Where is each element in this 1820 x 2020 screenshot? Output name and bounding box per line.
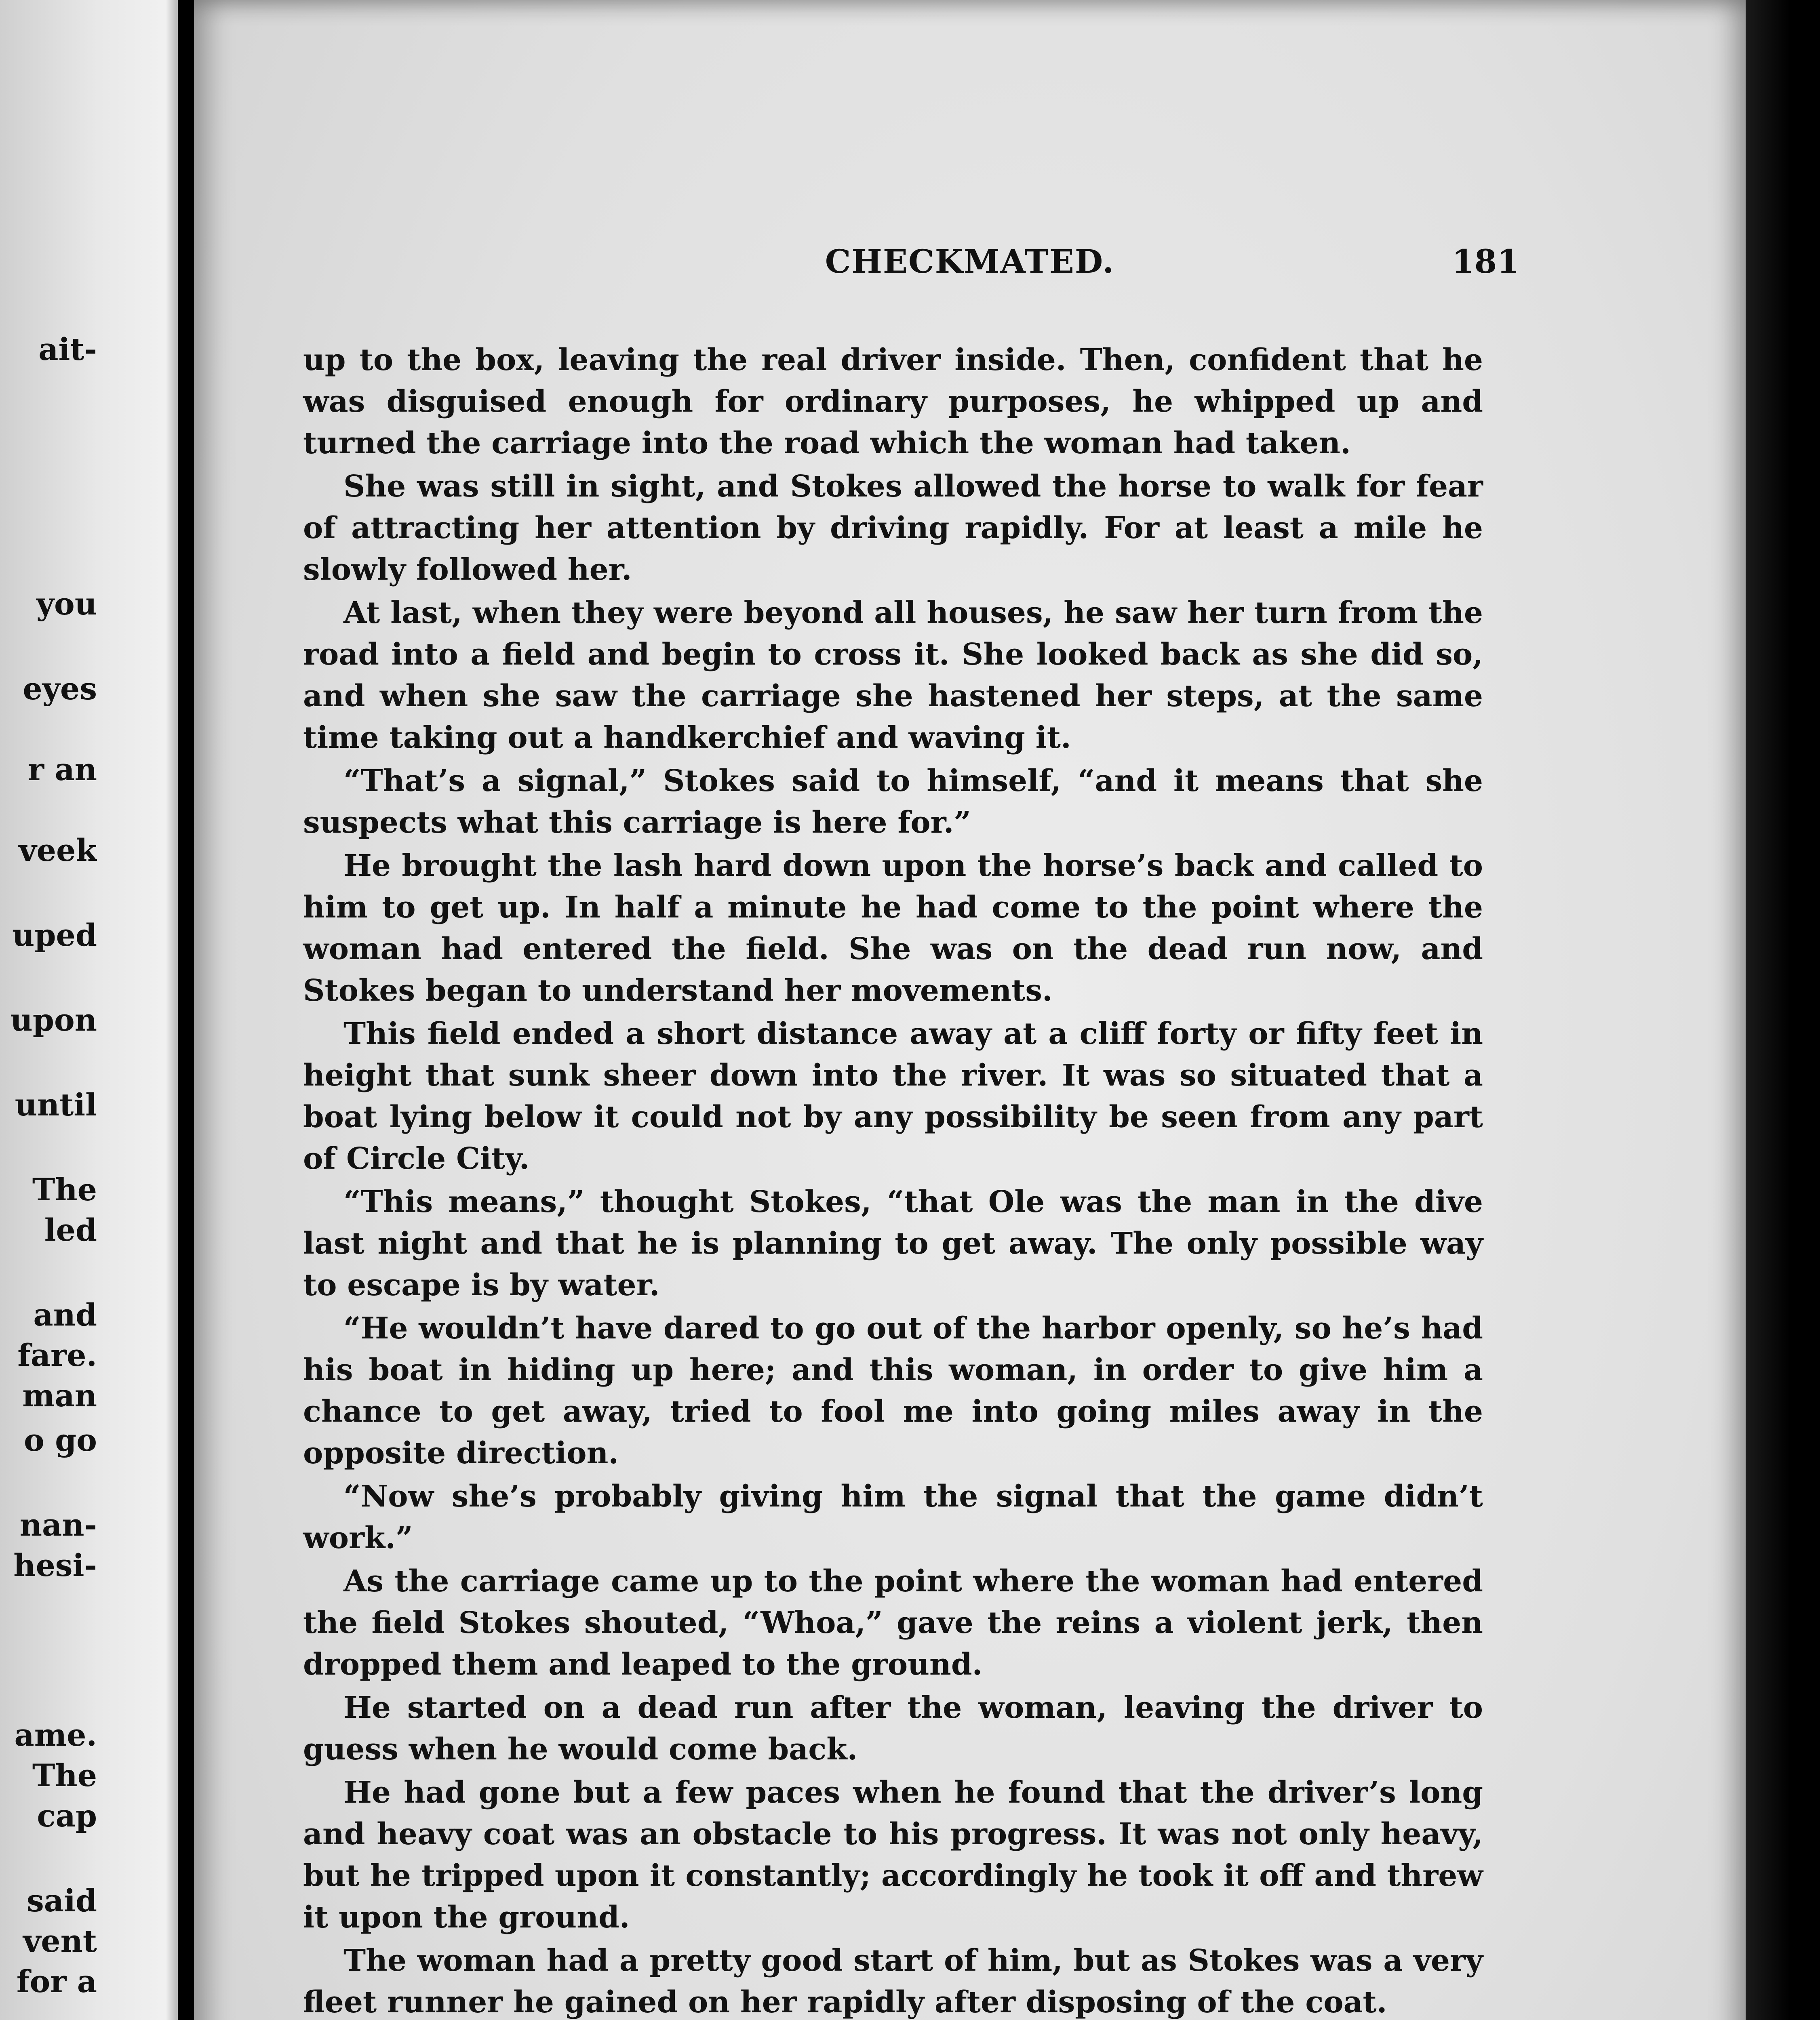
facing-page-fragment: cap: [37, 1798, 97, 1834]
facing-page-fragment: uped: [12, 917, 97, 953]
page-number: 181: [1452, 242, 1519, 280]
facing-page-fragment: ait-: [38, 331, 97, 367]
facing-page-fragment: until: [15, 1087, 97, 1123]
paragraph: up to the box, leaving the real driver inside. Then, confident that he was disguised enough for ordinary purposes, he whipped up and turned the carriage into the road which the woman had taken.: [303, 343, 1483, 461]
paragraph: “That’s a signal,” Stokes said to himself, “and it means that she suspects what this carriage is here for.”: [303, 764, 1483, 840]
facing-page-fragment: hesi-: [13, 1547, 97, 1583]
facing-page-fragment: o go: [24, 1422, 97, 1458]
paragraph: “He wouldn’t have dared to go out of the harbor openly, so he’s had his boat in hiding up here; and this woman, in order to give him a chance to get away, tried to fool me into going miles away in the opposite direction.: [303, 1311, 1483, 1471]
facing-page-fragment: and: [33, 1297, 97, 1333]
gutter-shadow: [166, 0, 178, 2020]
running-head: CHECKMATED.: [825, 242, 1115, 280]
paragraph: He started on a dead run after the woman, leaving the driver to guess when he would come back.: [303, 1690, 1483, 1767]
paragraph: “Now she’s probably giving him the signal that the game didn’t work.”: [303, 1479, 1483, 1555]
facing-page-fragment: led: [44, 1212, 97, 1248]
paragraph: “This means,” thought Stokes, “that Ole was the man in the dive last night and that he is planning to get away. The only possible way to escape is by water.: [303, 1185, 1483, 1302]
facing-page-text: [0, 0, 178, 2020]
facing-page-fragment: The: [32, 1172, 97, 1208]
page-edge: [1746, 0, 1820, 2020]
facing-page-fragment: upon: [10, 1002, 97, 1038]
paragraph: At last, when they were beyond all houses, he saw her turn from the road into a field and begin to cross it. She looked back as she did so, and when she saw the carriage she hastened her steps, at the same time taking out a handkerchief and waving it.: [303, 595, 1483, 755]
facing-page-fragment: ame.: [14, 1717, 97, 1753]
paragraph: She was still in sight, and Stokes allowed the horse to walk for fear of attracting her attention by driving rapidly. For at least a mile he slowly followed her.: [303, 469, 1483, 587]
facing-page-fragment: said: [26, 1883, 97, 1919]
facing-page-fragment: nan-: [19, 1507, 97, 1543]
facing-page-fragment: veek: [19, 832, 97, 868]
facing-page-fragment: man: [22, 1378, 97, 1414]
facing-page-fragment: r an: [28, 751, 97, 787]
paragraph: He brought the lash hard down upon the horse’s back and called to him to get up. In half a minute he had come to the point where the woman had entered the field. She was on the dead run now, and Stokes began to understand her movements.: [303, 848, 1483, 1008]
paragraph: He had gone but a few paces when he found that the driver’s long and heavy coat was an obstacle to his progress. It was not only heavy, but he tripped upon it constantly; accordingly he took it off and threw it upon the ground.: [303, 1775, 1483, 1935]
facing-page-fragment: eyes: [23, 671, 97, 707]
paragraph: As the carriage came up to the point where the woman had entered the field Stokes shouted, “Whoa,” gave the reins a violent jerk, then dropped them and leaped to the ground.: [303, 1564, 1483, 1682]
facing-page-fragment: for a: [16, 1963, 97, 1999]
paragraph: The woman had a pretty good start of him, but as Stokes was a very fleet runner he gained on her rapidly after disposing of the coat.: [303, 1943, 1483, 2020]
facing-page-fragment: The: [32, 1757, 97, 1793]
facing-page-fragment: you: [36, 586, 97, 622]
facing-page-fragment: vent: [23, 1923, 97, 1959]
facing-page-fragment: fare.: [17, 1337, 97, 1373]
paragraph: This field ended a short distance away at a cliff forty or fifty feet in height that sunk sheer down into the river. It was so situated that a boat lying below it could not by any possibility be seen from any part of Circle City.: [303, 1016, 1483, 1176]
page-body: [303, 339, 1483, 2020]
facing-page: [0, 0, 178, 2020]
